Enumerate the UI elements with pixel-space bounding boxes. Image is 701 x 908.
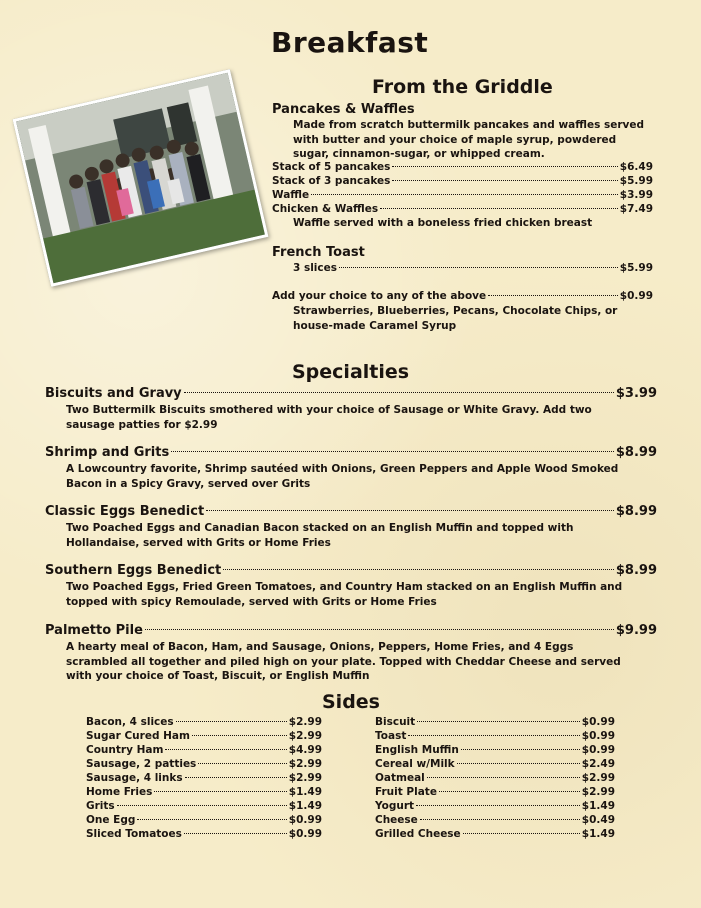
sides-heading: Sides bbox=[322, 691, 380, 713]
item-price: $0.99 bbox=[288, 814, 322, 826]
sides-right-column bbox=[375, 715, 615, 841]
item-price: $0.99 bbox=[619, 290, 653, 302]
leader-dots bbox=[206, 510, 614, 511]
french-toast-item bbox=[293, 261, 653, 275]
pancakes-desc-line: sugar, cinnamon-sugar, or whipped cream. bbox=[293, 148, 545, 160]
item-name: Sausage, 2 patties bbox=[86, 758, 197, 770]
item-price: $0.99 bbox=[581, 744, 615, 756]
item-description bbox=[45, 580, 657, 609]
side-item bbox=[375, 813, 615, 827]
item-description bbox=[45, 521, 657, 550]
side-item bbox=[375, 785, 615, 799]
specialty-row bbox=[45, 504, 657, 520]
leader-dots bbox=[420, 819, 580, 820]
item-name: Sausage, 4 links bbox=[86, 772, 183, 784]
leader-dots bbox=[176, 721, 287, 722]
item-price: $9.99 bbox=[615, 623, 657, 638]
menu-item bbox=[272, 160, 653, 174]
desc-line: scrambled all together and piled high on your plate. Topped with Cheddar Cheese and served bbox=[66, 655, 621, 668]
specialties-heading: Specialties bbox=[292, 361, 410, 383]
side-item bbox=[375, 827, 615, 841]
menu-item bbox=[272, 202, 653, 216]
leader-dots bbox=[311, 194, 618, 195]
item-name: Palmetto Pile bbox=[45, 623, 143, 638]
item-price: $8.99 bbox=[615, 504, 657, 519]
menu-item bbox=[293, 261, 653, 275]
item-name: Stack of 3 pancakes bbox=[272, 175, 391, 187]
leader-dots bbox=[192, 735, 287, 736]
leader-dots bbox=[427, 777, 580, 778]
side-item bbox=[86, 771, 322, 785]
leader-dots bbox=[339, 267, 618, 268]
item-name: Oatmeal bbox=[375, 772, 425, 784]
leader-dots bbox=[184, 392, 614, 393]
leader-dots bbox=[171, 451, 614, 452]
page-title: Breakfast bbox=[271, 26, 429, 59]
item-price: $2.99 bbox=[581, 786, 615, 798]
leader-dots bbox=[488, 295, 618, 296]
leader-dots bbox=[154, 791, 286, 792]
item-name: Cereal w/Milk bbox=[375, 758, 455, 770]
side-item bbox=[86, 743, 322, 757]
side-item bbox=[86, 827, 322, 841]
item-description bbox=[45, 640, 657, 684]
side-item bbox=[86, 715, 322, 729]
side-item bbox=[86, 729, 322, 743]
item-name: Sugar Cured Ham bbox=[86, 730, 190, 742]
item-price: $3.99 bbox=[615, 386, 657, 401]
item-name: Sliced Tomatoes bbox=[86, 828, 182, 840]
item-name: Biscuit bbox=[375, 716, 416, 728]
item-price: $4.99 bbox=[288, 744, 322, 756]
item-name: English Muffin bbox=[375, 744, 459, 756]
side-item bbox=[86, 785, 322, 799]
item-price: $2.99 bbox=[288, 716, 322, 728]
item-price: $1.49 bbox=[581, 828, 615, 840]
item-name: Grits bbox=[86, 800, 115, 812]
leader-dots bbox=[416, 805, 580, 806]
item-name: Bacon, 4 slices bbox=[86, 716, 174, 728]
leader-dots bbox=[392, 166, 617, 167]
side-item bbox=[86, 757, 322, 771]
addon-desc-line: Strawberries, Blueberries, Pecans, Chocolate Chips, or bbox=[293, 305, 618, 317]
desc-line: with your choice of Toast, Biscuit, or English Muffin bbox=[66, 670, 370, 682]
item-name: One Egg bbox=[86, 814, 136, 826]
item-price: $0.49 bbox=[581, 814, 615, 826]
side-item bbox=[375, 757, 615, 771]
item-price: $8.99 bbox=[615, 445, 657, 460]
addon-desc-line: house-made Caramel Syrup bbox=[293, 319, 457, 332]
pancakes-description bbox=[293, 118, 663, 162]
item-price: $7.49 bbox=[619, 203, 653, 215]
item-description bbox=[45, 462, 657, 491]
item-price: $6.49 bbox=[619, 161, 653, 173]
item-price: $8.99 bbox=[615, 563, 657, 578]
desc-line: Two Buttermilk Biscuits smothered with your choice of Sausage or White Gravy. Add two bbox=[66, 404, 592, 416]
item-price: $2.99 bbox=[581, 772, 615, 784]
leader-dots bbox=[380, 208, 618, 209]
menu-item bbox=[272, 289, 653, 303]
leader-dots bbox=[392, 180, 617, 181]
side-item bbox=[86, 813, 322, 827]
side-item bbox=[375, 771, 615, 785]
item-name: Classic Eggs Benedict bbox=[45, 504, 205, 519]
leader-dots bbox=[137, 819, 286, 820]
specialty-item bbox=[45, 623, 657, 684]
item-price: $0.99 bbox=[581, 716, 615, 728]
leader-dots bbox=[439, 791, 580, 792]
item-price: $2.99 bbox=[288, 730, 322, 742]
specialty-item bbox=[45, 563, 657, 609]
item-name: Add your choice to any of the above bbox=[272, 290, 487, 302]
specialty-item bbox=[45, 445, 657, 491]
leader-dots bbox=[185, 777, 287, 778]
item-description bbox=[45, 403, 657, 432]
leader-dots bbox=[463, 833, 580, 834]
griddle-items bbox=[272, 160, 653, 216]
item-price: $2.99 bbox=[288, 772, 322, 784]
item-name: Toast bbox=[375, 730, 407, 742]
menu-item bbox=[272, 174, 653, 188]
addon-description bbox=[293, 304, 653, 333]
side-item bbox=[375, 799, 615, 813]
item-name: Southern Eggs Benedict bbox=[45, 563, 222, 578]
desc-line: A hearty meal of Bacon, Ham, and Sausage, Onions, Peppers, Home Fries, and 4 Eggs bbox=[66, 641, 574, 653]
specialty-row bbox=[45, 445, 657, 461]
item-price: $0.99 bbox=[581, 730, 615, 742]
item-name: 3 slices bbox=[293, 262, 338, 274]
item-price: $5.99 bbox=[619, 262, 653, 274]
family-photo bbox=[13, 69, 269, 287]
item-price: $3.99 bbox=[619, 189, 653, 201]
leader-dots bbox=[461, 749, 580, 750]
item-name: Cheese bbox=[375, 814, 418, 826]
desc-line: Bacon in a Spicy Gravy, served over Grits bbox=[66, 477, 311, 490]
item-price: $1.49 bbox=[288, 786, 322, 798]
specialty-row bbox=[45, 386, 657, 402]
pancakes-heading: Pancakes & Waffles bbox=[272, 102, 415, 117]
leader-dots bbox=[457, 763, 580, 764]
item-name: Stack of 5 pancakes bbox=[272, 161, 391, 173]
item-name: Country Ham bbox=[86, 744, 164, 756]
item-name: Grilled Cheese bbox=[375, 828, 461, 840]
menu-item bbox=[272, 188, 653, 202]
desc-line: Hollandaise, served with Grits or Home Fries bbox=[66, 536, 331, 549]
leader-dots bbox=[165, 749, 286, 750]
sides-left-column bbox=[86, 715, 322, 841]
french-toast-heading: French Toast bbox=[272, 245, 365, 260]
specialty-item bbox=[45, 504, 657, 550]
item-name: Yogurt bbox=[375, 800, 415, 812]
item-price: $1.49 bbox=[288, 800, 322, 812]
item-name: Chicken & Waffles bbox=[272, 203, 379, 215]
specialty-row bbox=[45, 623, 657, 639]
leader-dots bbox=[198, 763, 286, 764]
side-item bbox=[86, 799, 322, 813]
side-item bbox=[375, 729, 615, 743]
item-name: Biscuits and Gravy bbox=[45, 386, 182, 401]
desc-line: topped with spicy Remoulade, served with Grits or Home Fries bbox=[66, 595, 437, 608]
pancakes-desc-line: Made from scratch buttermilk pancakes and waffles served bbox=[293, 119, 645, 131]
item-name: Shrimp and Grits bbox=[45, 445, 170, 460]
griddle-heading: From the Griddle bbox=[372, 76, 553, 98]
item-price: $0.99 bbox=[288, 828, 322, 840]
item-price: $2.99 bbox=[288, 758, 322, 770]
side-item bbox=[375, 743, 615, 757]
item-price: $2.49 bbox=[581, 758, 615, 770]
item-name: Home Fries bbox=[86, 786, 153, 798]
specialty-row bbox=[45, 563, 657, 579]
leader-dots bbox=[184, 833, 287, 834]
desc-line: sausage patties for $2.99 bbox=[66, 418, 218, 431]
chicken-note: Waffle served with a boneless fried chicken breast bbox=[293, 217, 593, 229]
leader-dots bbox=[117, 805, 287, 806]
addon-item bbox=[272, 289, 653, 303]
item-name: Waffle bbox=[272, 189, 310, 201]
desc-line: Two Poached Eggs and Canadian Bacon stacked on an English Muffin and topped with bbox=[66, 522, 574, 534]
leader-dots bbox=[417, 721, 580, 722]
leader-dots bbox=[223, 569, 614, 570]
item-price: $1.49 bbox=[581, 800, 615, 812]
family-photo-image bbox=[16, 73, 265, 284]
specialty-item bbox=[45, 386, 657, 432]
item-price: $5.99 bbox=[619, 175, 653, 187]
item-name: Fruit Plate bbox=[375, 786, 437, 798]
desc-line: Two Poached Eggs, Fried Green Tomatoes, and Country Ham stacked on an English Muffin and bbox=[66, 581, 623, 593]
pancakes-desc-line: with butter and your choice of maple syrup, powdered bbox=[293, 133, 617, 146]
desc-line: A Lowcountry favorite, Shrimp sautéed with Onions, Green Peppers and Apple Wood Smoked bbox=[66, 463, 619, 475]
side-item bbox=[375, 715, 615, 729]
leader-dots bbox=[408, 735, 579, 736]
leader-dots bbox=[145, 629, 614, 630]
